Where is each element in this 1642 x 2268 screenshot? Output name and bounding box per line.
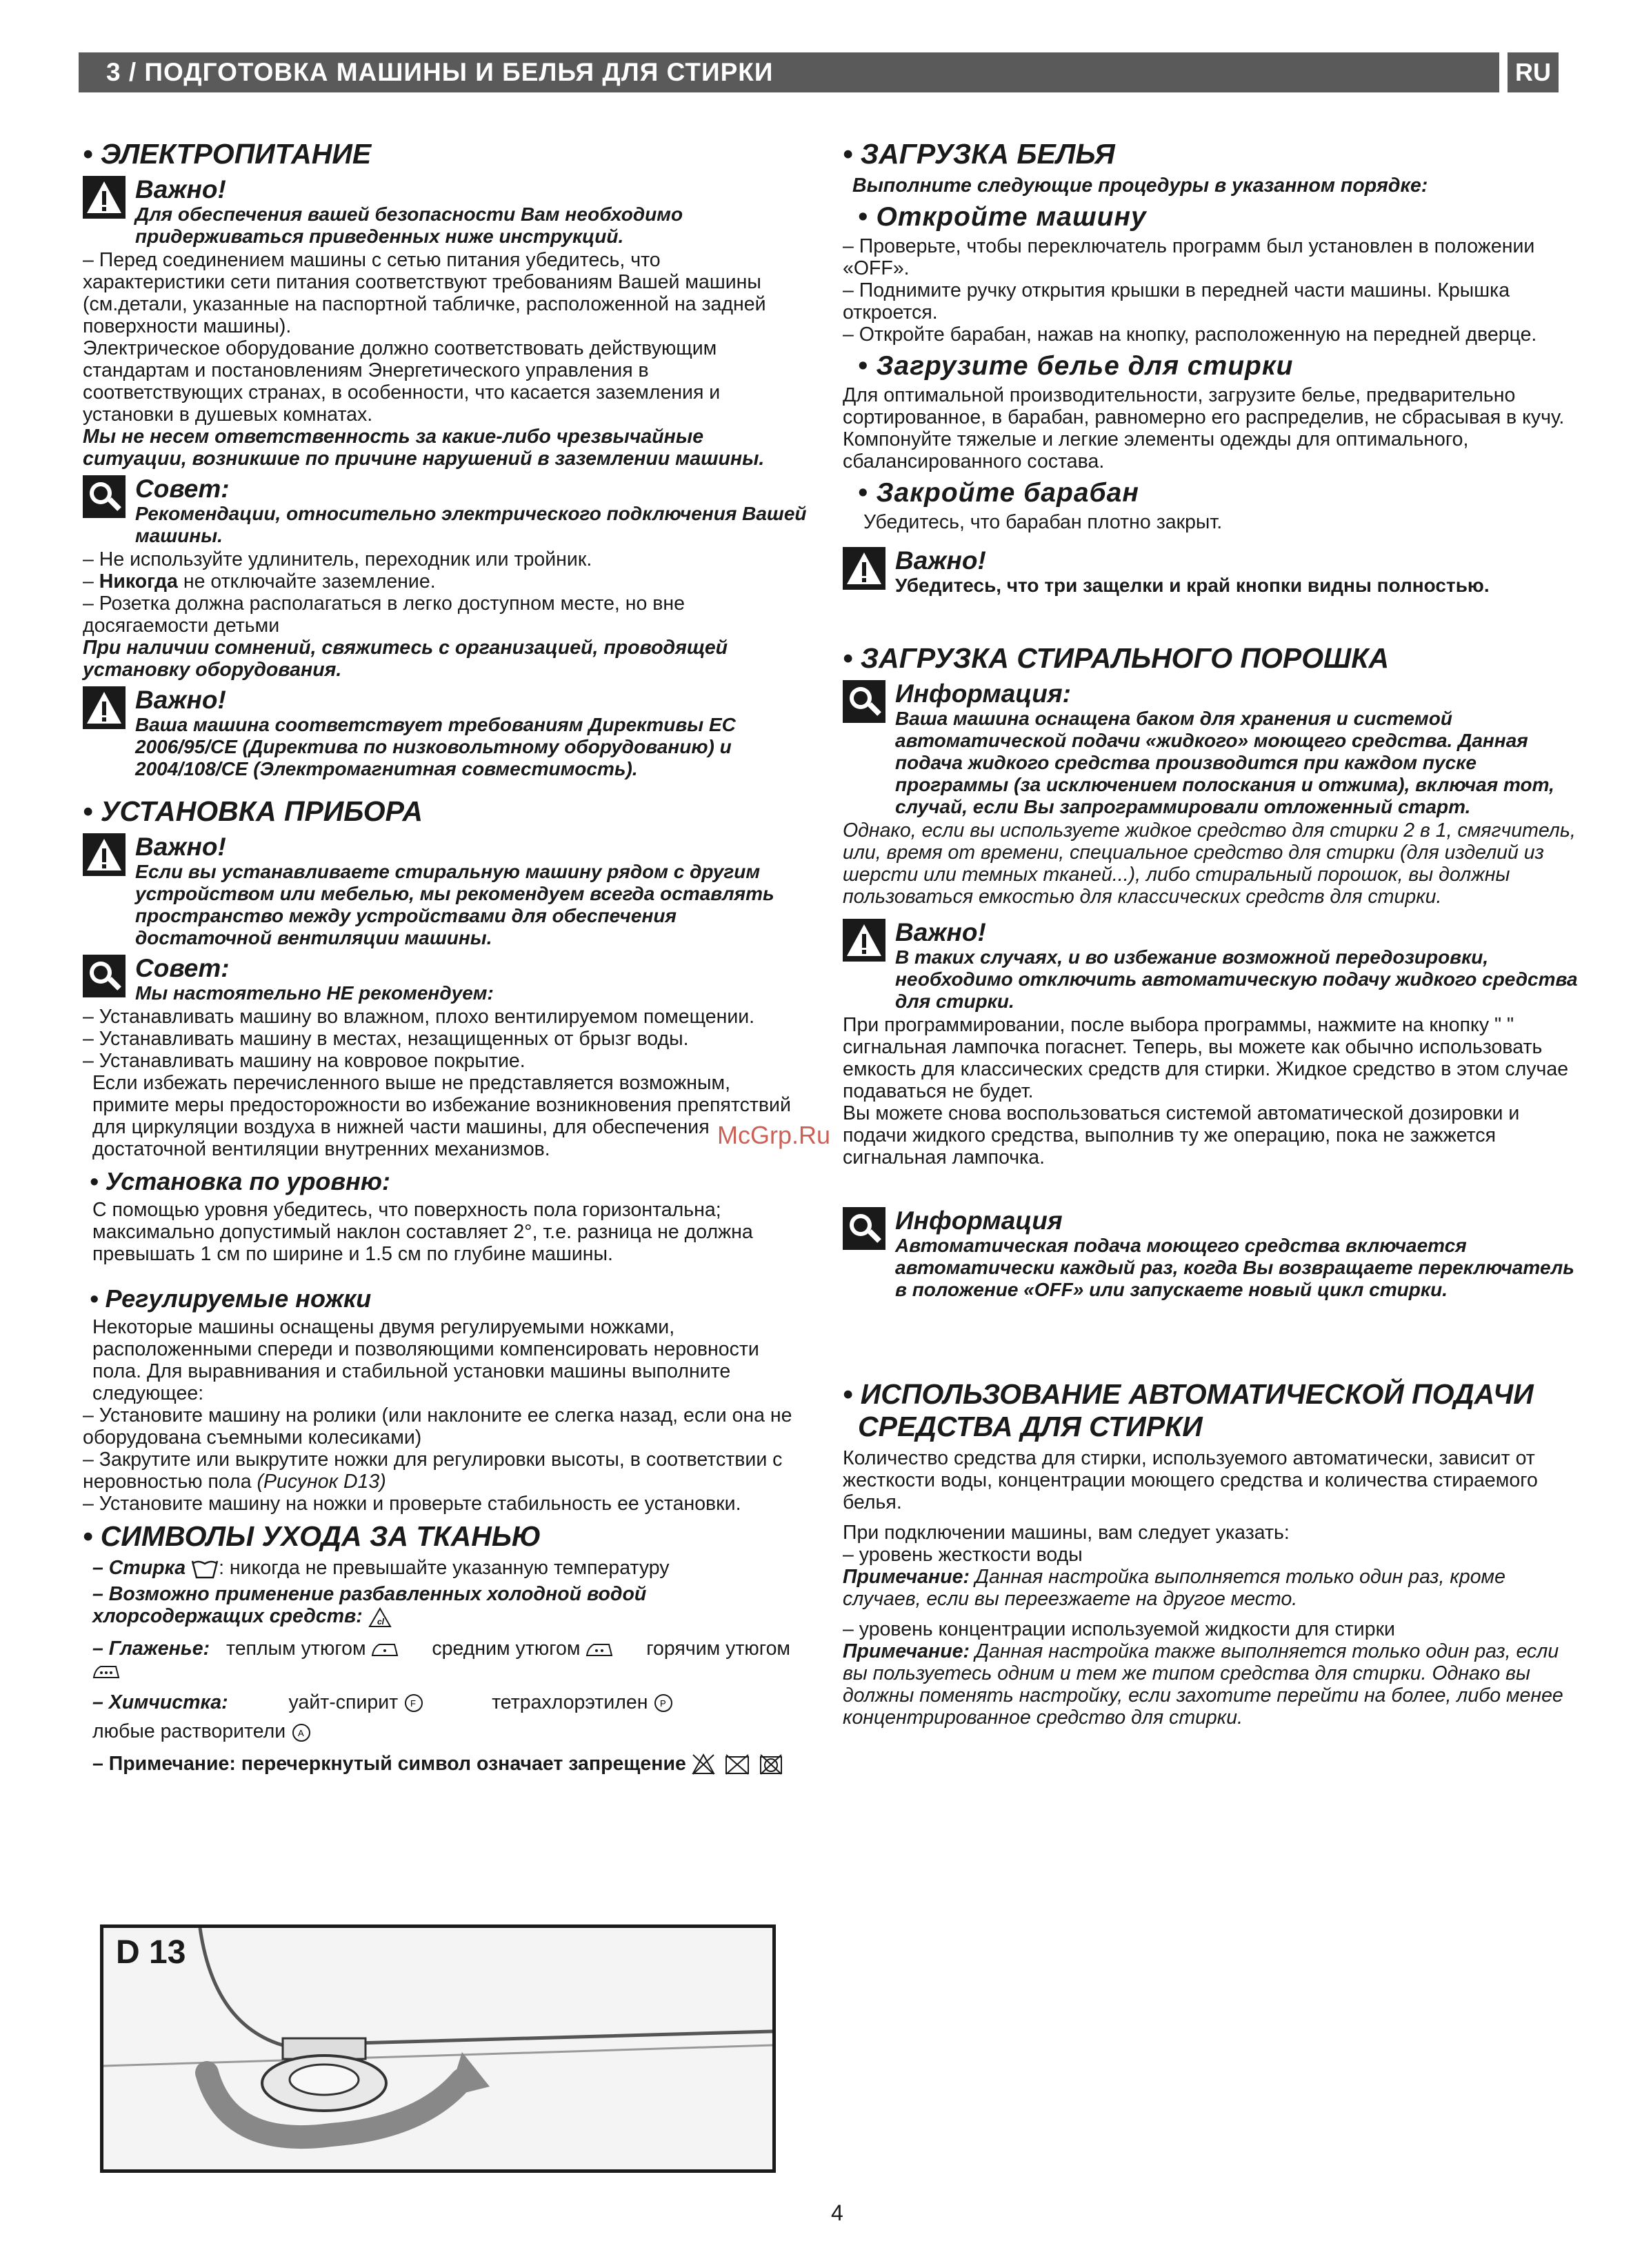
install-l4: – Установите машину на ролики (или наклоните ее слегка назад, если она не оборудована съемными колесиками) <box>83 1404 792 1449</box>
auto-heading-1: • ИСПОЛЬЗОВАНИЕ АВТОМАТИЧЕСКОЙ ПОДАЧИ <box>843 1378 1534 1410</box>
install-p1: Если избежать перечисленного выше не представляется возможным, примите меры предосторожности во избежание возникновения препятствий для циркуляции воздуха в нижней части машины, для обеспечения достаточной вентиляции внутренних механизмов. <box>92 1072 791 1160</box>
powder-info <box>843 680 1588 818</box>
power-warning-2 <box>83 686 807 780</box>
header-bar <box>79 52 1499 92</box>
auto-heading-2: СРЕДСТВА ДЛЯ СТИРКИ <box>858 1411 1203 1442</box>
page-number: 4 <box>831 2200 843 2225</box>
tip-title: Совет: <box>135 475 230 503</box>
warning-text: Если вы устанавливаете стиральную машину рядом с другим устройством или мебелью, мы рекомендуем всегда оставлять пространство между устройствами для обеспечения достаточной вентиляции машины. <box>135 861 774 948</box>
warning-title: Важно! <box>895 546 986 575</box>
info-text: Автоматическая подача моющего средства включается автоматически каждый раз, когда Вы возвращаете переключатель в положение «OFF» или запускаете новый цикл стирки. <box>895 1235 1574 1300</box>
figure-label: D 13 <box>116 1934 186 1971</box>
auto-n1: Примечание: Данная настройка выполняется только один раз, кроме случаев, если вы переезжаете на другое место. <box>843 1566 1505 1610</box>
care-dry-any: любые растворители A <box>83 1720 807 1742</box>
magnifier-icon <box>83 955 126 997</box>
info-title: Информация <box>895 1206 1063 1235</box>
care-dry: – Химчистка: уайт-спирит F тетрахлорэтилен P <box>83 1691 807 1713</box>
magnifier-icon <box>83 475 126 518</box>
iron-medium-icon <box>585 1640 613 1658</box>
dryclean-p-icon <box>653 1693 674 1713</box>
tip-title: Совет: <box>135 954 230 982</box>
feet-subheading: • Регулируемые ножки <box>90 1284 372 1313</box>
warning-title: Важно! <box>135 175 226 203</box>
page-title: 3 / ПОДГОТОВКА МАШИНЫ И БЕЛЬЯ ДЛЯ СТИРКИ <box>106 58 774 86</box>
info-title: Информация: <box>895 679 1071 708</box>
magnifier-icon <box>843 1207 885 1250</box>
warning-text: Убедитесь, что три защелки и край кнопки видны полностью. <box>895 575 1490 596</box>
tip-text: Мы настоятельно НЕ рекомендуем: <box>135 982 494 1004</box>
auto-l1: – уровень жесткости воды <box>843 1544 1083 1566</box>
language-badge: RU <box>1508 52 1559 92</box>
warning-icon <box>83 686 126 729</box>
info-text: Ваша машина оснащена баком для хранения и системой автоматической подачи «жидкого» моющего средства. Данная подача жидкого средства производится при каждом пуске программы (за исключением полоскания и отжима), включая тот, случай, если Вы запрограммировали отложенный старт. <box>895 708 1554 817</box>
install-heading: • УСТАНОВКА ПРИБОРА <box>83 795 423 827</box>
adjustable-foot-illustration <box>103 1928 772 2169</box>
loading-warning <box>843 547 1588 597</box>
powder-p2: При программировании, после выбора программы, нажмите на кнопку " " сигнальная лампочка погаснет. Теперь, вы можете как обычно использовать емкость для классических средств для стирки. Жидкое средство в этом случае подаваться не будет. <box>843 1014 1569 1102</box>
care-wash: – Стирка : никогда не превышайте указанную температуру <box>92 1557 670 1579</box>
crossed-symbols-icon <box>692 1753 795 1776</box>
powder-p1: Однако, если вы используете жидкое средство для стирки 2 в 1, смягчитель, или, время от времени, специальное средство для стирки (для изделий из шерсти или темных тканей...), либо стиральный порошок, вы должны пользоваться емкостью для классических средств для стирки. <box>843 819 1576 908</box>
power-l3: – Розетка должна располагаться в легко доступном месте, но вне досягаемости детьми <box>83 593 685 637</box>
warning-title: Важно! <box>135 833 226 861</box>
auto-p1: Количество средства для стирки, используемого автоматически, зависит от жесткости воды, концентрации моющего средства и количества стираемого белья. <box>843 1447 1538 1513</box>
install-l1: – Устанавливать машину во влажном, плохо вентилируемом помещении. <box>83 1006 755 1028</box>
auto-p2: При подключении машины, вам следует указать: <box>843 1522 1290 1544</box>
iron-warm-icon <box>371 1640 399 1658</box>
power-p4: При наличии сомнений, свяжитесь с организацией, проводящей установку оборудования. <box>83 637 728 681</box>
svg-text:P: P <box>660 1698 667 1709</box>
power-tip <box>83 475 807 547</box>
right-column <box>843 138 1588 1729</box>
warning-title: Важно! <box>135 686 226 714</box>
install-warning <box>83 833 807 949</box>
warning-icon <box>83 176 126 219</box>
powder-info-2 <box>843 1207 1588 1301</box>
svg-text:F: F <box>410 1698 417 1709</box>
install-tip <box>83 955 807 1004</box>
open-subheading: • Откройте машину <box>858 202 1147 232</box>
loading-l2: – Поднимите ручку открытия крышки в передней части машины. Крышка откроется. <box>843 279 1510 324</box>
load-subheading: • Загрузите белье для стирки <box>858 351 1294 381</box>
close-subheading: • Закройте барабан <box>858 478 1139 508</box>
loading-l1: – Проверьте, чтобы переключатель программ был установлен в положении «OFF». <box>843 235 1535 279</box>
warning-icon <box>843 547 885 590</box>
wash-tub-icon <box>191 1558 219 1579</box>
install-p3: Некоторые машины оснащены двумя регулируемыми ножками, расположенными спереди и позволяющими компенсировать неровности пола. Для выравнивания и стабильной установки машины выполните следующее: <box>92 1316 759 1404</box>
powder-p3: Вы можете снова воспользоваться системой автоматической дозировки и подачи жидкого средства, выполнив ту же операцию, пока не зажжется сигнальная лампочка. <box>843 1102 1520 1168</box>
powder-heading: • ЗАГРУЗКА СТИРАЛЬНОГО ПОРОШКА <box>843 642 1390 674</box>
figure-d13 <box>100 1924 776 2173</box>
magnifier-icon <box>843 680 885 723</box>
care-heading: • СИМВОЛЫ УХОДА ЗА ТКАНЬЮ <box>83 1520 541 1552</box>
install-l2: – Устанавливать машину в местах, незащищенных от брызг воды. <box>83 1028 689 1050</box>
care-iron: – Глаженье: теплым утюгом средним утюгом горячим утюгом <box>83 1638 807 1682</box>
level-subheading: • Установка по уровню: <box>90 1167 391 1195</box>
powder-warning <box>843 919 1588 1013</box>
iron-hot-icon <box>92 1662 120 1680</box>
warning-title: Важно! <box>895 918 986 946</box>
power-p1: – Перед соединением машины с сетью питания убедитесь, что характеристики сети питания соответствуют требованиям Вашей машины (см.детали, указанные на паспортной табличке, расположенной на задней поверхности машины). <box>83 249 766 337</box>
loading-l3: – Откройте барабан, нажав на кнопку, расположенную на передней дверце. <box>843 324 1537 346</box>
install-l6: – Установите машину на ножки и проверьте стабильность ее установки. <box>83 1493 741 1515</box>
warning-text: В таких случаях, и во избежание возможной передозировки, необходимо отключить автоматическую подачу жидкого средства для стирки. <box>895 946 1578 1012</box>
loading-p2: Убедитесь, что барабан плотно закрыт. <box>863 511 1223 533</box>
auto-l2: – уровень концентрации используемой жидкости для стирки <box>843 1618 1395 1640</box>
auto-n2: Примечание: Данная настройка также выполняется только один раз, если вы пользуетесь одним и тем же типом средства для стирки. Однако вы должны поменять настройку, если захотите перейти на более, либо менее концентрированное средство для стирки. <box>843 1640 1563 1729</box>
dryclean-a-icon <box>291 1722 312 1743</box>
install-l5: – Закрутите или выкрутите ножки для регулировки высоты, в соответствии с неровностью пола (Рисунок D13) <box>83 1449 783 1493</box>
warning-text: Ваша машина соответствует требованиям Директивы ЕС 2006/95/СЕ (Директива по низковольтному оборудованию) и 2004/108/СЕ (Электромагнитная совместимость). <box>135 714 736 779</box>
power-l2: – Никогда не отключайте заземление. <box>83 570 436 593</box>
install-p2: С помощью уровня убедитесь, что поверхность пола горизонтальна; максимально допустимый наклон составляет 2°, т.е. разница не должна превышать 1 см по ширине и 1.5 см по глубине машины. <box>92 1199 753 1265</box>
loading-p1: Для оптимальной производительности, загрузите белье, предварительно сортированное, в барабан, равномерно его распределив, не сбрасывая в кучу. Компонуйте тяжелые и легкие элементы одежды для оптимального, сбалансированного состава. <box>843 384 1565 472</box>
loading-heading: • ЗАГРУЗКА БЕЛЬЯ <box>843 138 1115 170</box>
watermark: McGrp.Ru <box>717 1121 831 1149</box>
install-l3: – Устанавливать машину на ковровое покрытие. <box>83 1050 525 1072</box>
loading-intro: Выполните следующие процедуры в указанном порядке: <box>852 175 1428 197</box>
bleach-triangle-icon <box>368 1607 392 1628</box>
tip-text: Рекомендации, относительно электрического подключения Вашей машины. <box>135 503 807 546</box>
warning-text: Для обеспечения вашей безопасности Вам необходимо придерживаться приведенных ниже инструкций. <box>135 203 683 247</box>
warning-icon <box>843 919 885 962</box>
svg-text:cl: cl <box>377 1616 384 1627</box>
power-l1: – Не используйте удлинитель, переходник или тройник. <box>83 548 592 570</box>
power-warning-1 <box>83 176 807 248</box>
power-p2: Электрическое оборудование должно соответствовать действующим стандартам и постановлениям Энергетического управления в соответствующих странах, в особенности, что касается заземления и установки в душевых комнатах. <box>83 337 721 426</box>
left-column <box>83 138 807 1776</box>
care-note: – Примечание: перечеркнутый символ означает запрещение <box>83 1753 807 1776</box>
care-bleach: – Возможно применение разбавленных холодной водой хлорсодержащих средств: cl <box>92 1583 647 1628</box>
power-heading: • ЭЛЕКТРОПИТАНИЕ <box>83 138 372 170</box>
warning-icon <box>83 833 126 876</box>
dryclean-f-icon <box>403 1693 424 1713</box>
power-p3: Мы не несем ответственность за какие-либо чрезвычайные ситуации, возникшие по причине нарушений в заземлении машины. <box>83 426 765 470</box>
svg-text:A: A <box>298 1727 304 1738</box>
